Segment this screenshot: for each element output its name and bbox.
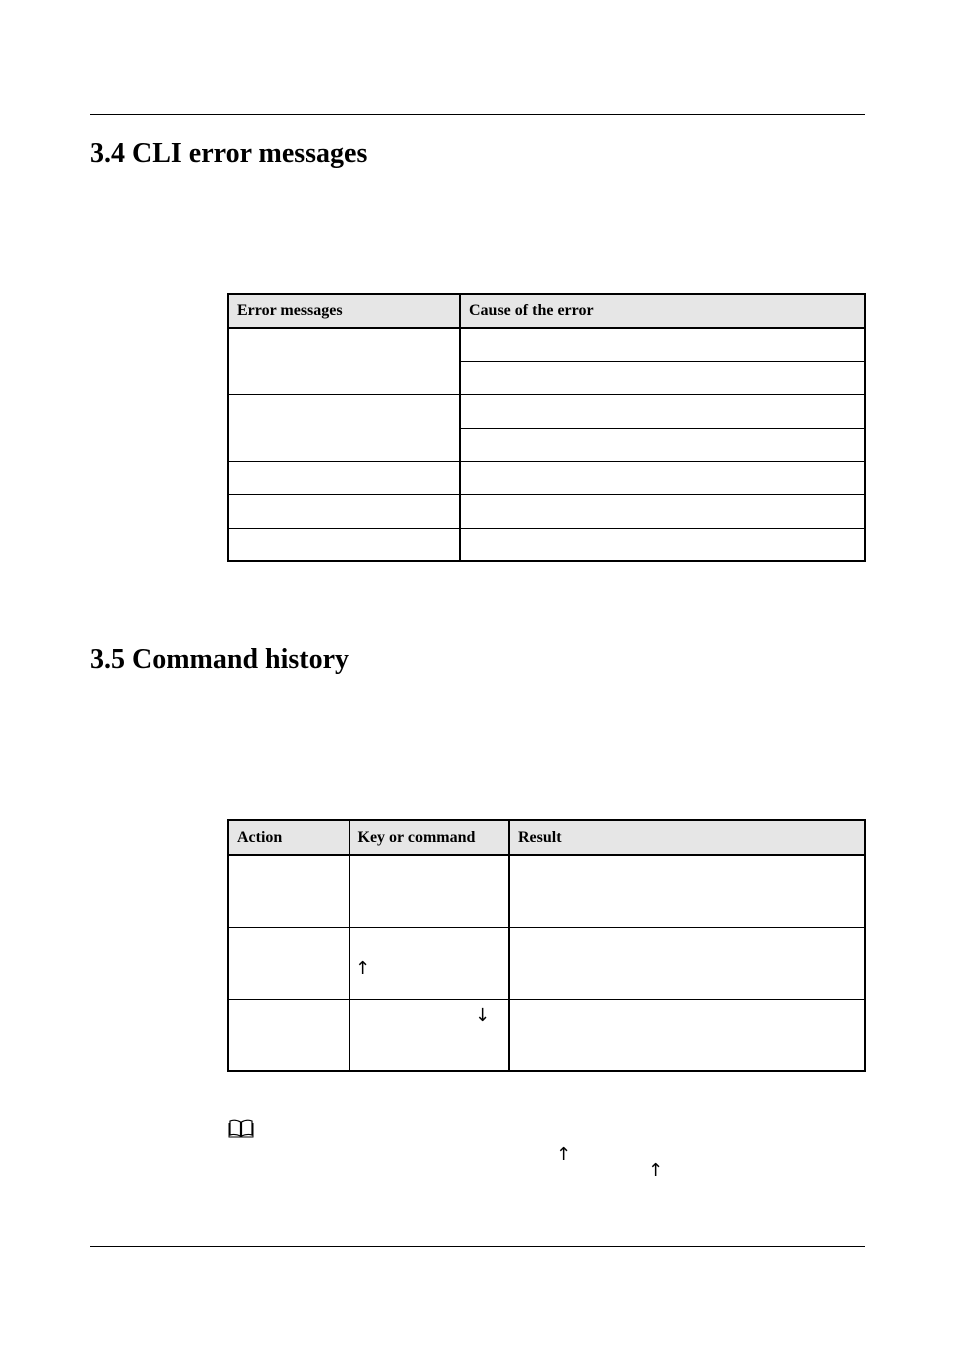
table-header-row — [228, 820, 865, 855]
table-row — [228, 528, 865, 561]
table-row — [228, 328, 865, 361]
command-history-table — [227, 819, 866, 1072]
table-row — [228, 461, 865, 494]
table-header-row — [228, 294, 865, 328]
header-key-or-command: Key or command — [349, 820, 509, 855]
error-cause-cell — [460, 461, 865, 494]
table-row — [228, 494, 865, 528]
action-cell — [228, 999, 349, 1071]
result-cell — [509, 855, 865, 927]
down-arrow-glyph: ↓ — [475, 1005, 491, 1026]
result-cell — [509, 999, 865, 1071]
section-heading-cli-error-messages: 3.4 CLI error messages — [90, 138, 368, 169]
action-cell — [228, 927, 349, 999]
note-up-arrow-1: ↑ — [556, 1144, 572, 1165]
error-cause-cell — [460, 428, 865, 461]
footer-rule — [90, 1246, 865, 1247]
table-row — [228, 855, 865, 927]
up-arrow-glyph: ↑ — [355, 958, 371, 979]
error-cause-cell — [460, 494, 865, 528]
note-up-arrow-2: ↑ — [648, 1160, 664, 1181]
book-icon — [228, 1118, 254, 1138]
error-message-cell — [228, 461, 460, 494]
header-error-messages: Error messages — [228, 294, 460, 328]
header-result: Result — [509, 820, 865, 855]
error-cause-cell — [460, 328, 865, 361]
key-cell — [349, 855, 509, 927]
error-message-cell — [228, 528, 460, 561]
header-cause-of-error: Cause of the error — [460, 294, 865, 328]
key-cell — [349, 927, 509, 999]
error-cause-cell — [460, 528, 865, 561]
table-row — [228, 927, 865, 999]
header-rule — [90, 114, 865, 115]
error-message-cell — [228, 494, 460, 528]
table-row — [228, 999, 865, 1071]
error-cause-cell — [460, 394, 865, 428]
error-messages-table — [227, 293, 866, 562]
error-message-cell — [228, 394, 460, 461]
error-cause-cell — [460, 361, 865, 394]
action-cell — [228, 855, 349, 927]
table-row — [228, 394, 865, 428]
header-action: Action — [228, 820, 349, 855]
result-cell — [509, 927, 865, 999]
error-message-cell — [228, 328, 460, 394]
section-heading-command-history: 3.5 Command history — [90, 644, 350, 675]
